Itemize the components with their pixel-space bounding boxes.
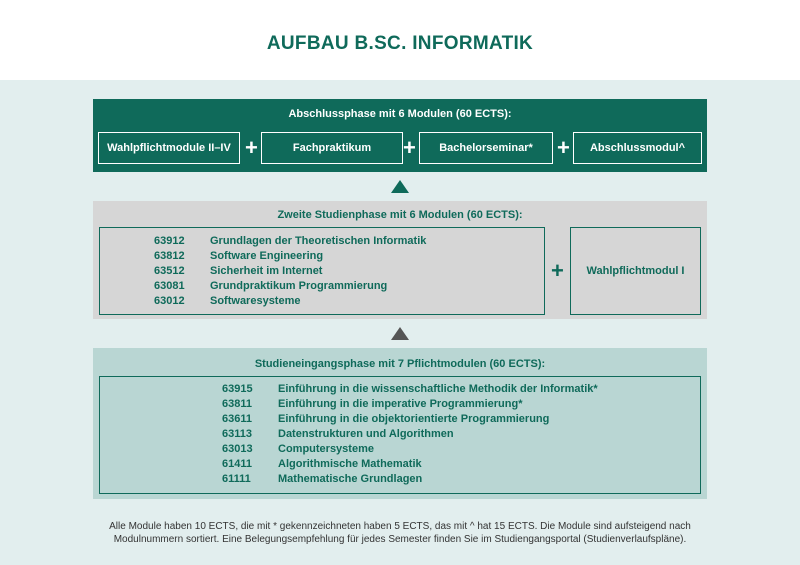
module-name: Sicherheit im Internet	[210, 265, 323, 277]
phase-second-module-list	[99, 227, 545, 315]
module-number: 63512	[154, 265, 185, 277]
module-number: 63912	[154, 235, 185, 247]
arrow-up-icon	[391, 327, 409, 340]
module-number: 63915	[222, 383, 253, 395]
plus-sign: +	[557, 135, 570, 160]
module-name: Einführung in die wissenschaftliche Methodik der Informatik*	[278, 383, 598, 395]
footnote-line: Modulnummern sortiert. Eine Belegungsempfehlung für jedes Semester finden Sie im Studiengangsportal (Studienverlaufspläne).	[113, 534, 687, 545]
plus-sign: +	[245, 135, 258, 160]
module-name: Computersysteme	[278, 443, 374, 455]
module-number: 61411	[222, 458, 252, 470]
module-name: Grundlagen der Theoretischen Informatik	[210, 235, 427, 247]
module-name: Einführung in die objektorientierte Programmierung	[278, 413, 550, 425]
module-name: Software Engineering	[210, 250, 324, 262]
module-number: 63812	[154, 250, 185, 262]
phase-final-title: Abschlussphase mit 6 Modulen (60 ECTS):	[288, 108, 512, 120]
phase-entry	[93, 348, 707, 499]
module-number: 63811	[222, 398, 252, 410]
module-box-abschlussmodul: Abschlussmodul^	[573, 132, 702, 164]
module-name: Mathematische Grundlagen	[278, 473, 423, 485]
module-number: 63013	[222, 443, 253, 455]
module-box-bachelorseminar: Bachelorseminar*	[419, 132, 553, 164]
arrow-up-icon	[391, 180, 409, 193]
plus-sign: +	[551, 258, 564, 283]
module-number: 63012	[154, 295, 185, 307]
phase-second-title: Zweite Studienphase mit 6 Modulen (60 ECTS):	[277, 209, 523, 221]
module-name: Algorithmische Mathematik	[278, 458, 422, 470]
page-title: AUFBAU B.SC. INFORMATIK	[266, 33, 534, 54]
header	[0, 0, 800, 80]
phase-final	[93, 99, 707, 172]
phase-entry-module-list	[99, 376, 701, 494]
footnote-line: Alle Module haben 10 ECTS, die mit * gekennzeichneten haben 5 ECTS, das mit ^ hat 15 ECTS. Die Module sind aufsteigend nach	[109, 521, 691, 532]
phase-second	[93, 201, 707, 319]
plus-sign: +	[403, 135, 416, 160]
phase-entry-title: Studieneingangsphase mit 7 Pflichtmodulen (60 ECTS):	[254, 358, 546, 370]
module-box-fachpraktikum: Fachpraktikum	[261, 132, 403, 164]
module-box-wahlpflicht-2-4: Wahlpflichtmodule II–IV	[98, 132, 240, 164]
module-name: Softwaresysteme	[210, 295, 301, 307]
module-number: 63113	[222, 428, 252, 440]
module-name: Einführung in die imperative Programmierung*	[278, 398, 523, 410]
module-box-wahlpflichtmodul-1: Wahlpflichtmodul I	[570, 227, 701, 315]
module-number: 63611	[222, 413, 252, 425]
module-number: 61111	[222, 473, 251, 485]
module-number: 63081	[154, 280, 185, 292]
module-name: Grundpraktikum Programmierung	[210, 280, 388, 292]
footnote	[40, 520, 760, 546]
module-name: Datenstrukturen und Algorithmen	[278, 428, 454, 440]
